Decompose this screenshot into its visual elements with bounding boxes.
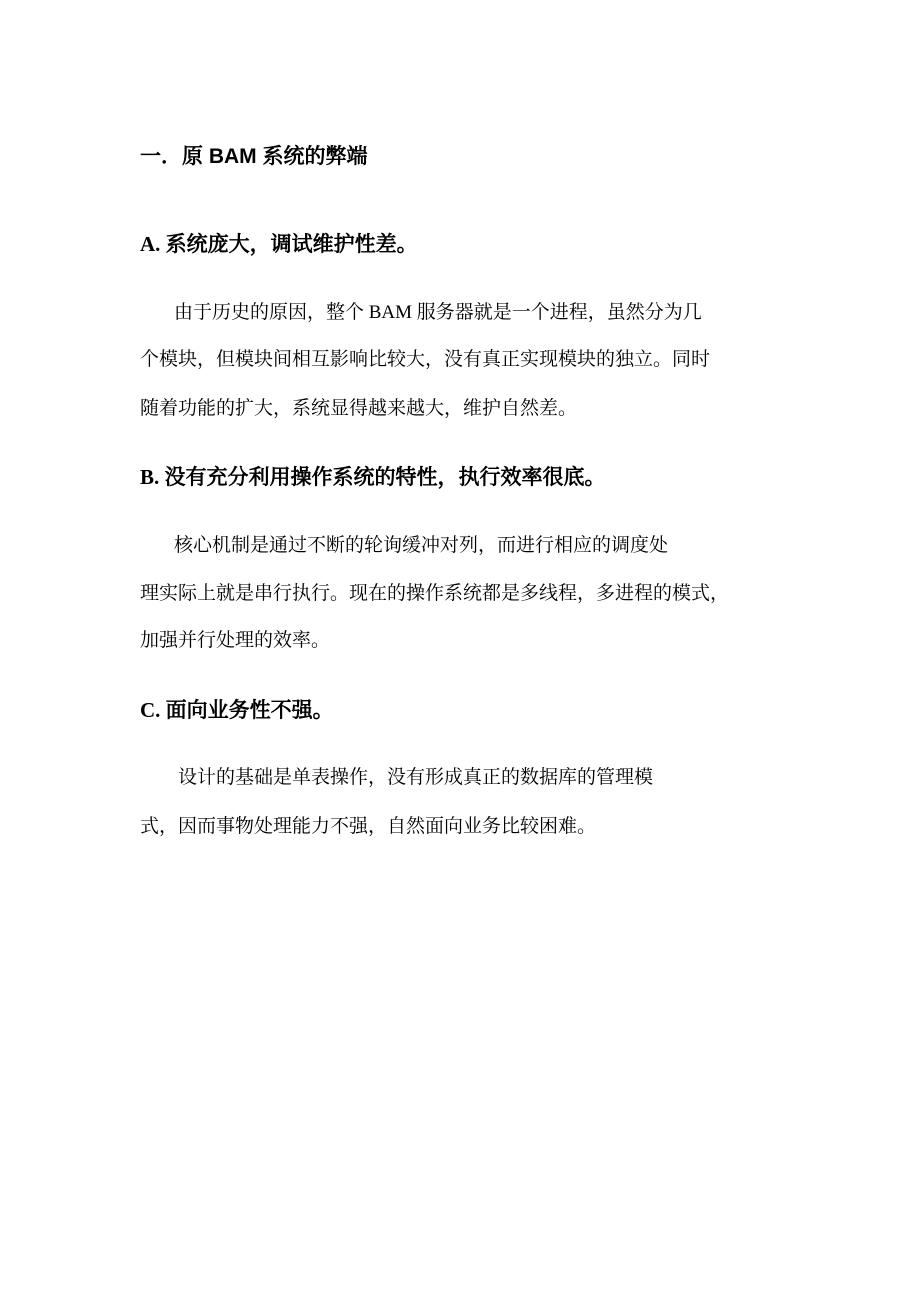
section-b-line-3: 加强并行处理的效率。 — [140, 630, 331, 651]
section-a-line-3: 随着功能的扩大，系统显得越来越大，维护自然差。 — [140, 398, 578, 419]
section-b-line-2: 理实际上就是串行执行。现在的操作系统都是多线程，多进程的模式， — [140, 583, 730, 604]
section-b-heading: B. 没有充分利用操作系统的特性，执行效率很底。 — [140, 465, 606, 489]
main-heading: 一．原 BAM 系统的弊端 — [140, 145, 368, 168]
section-a-line-1: 由于历史的原因，整个 BAM 服务器就是一个进程，虽然分为几 — [174, 302, 702, 323]
section-a-heading: A. 系统庞大，调试维护性差。 — [140, 232, 418, 256]
section-b-line-1: 核心机制是通过不断的轮询缓冲对列，而进行相应的调度处 — [174, 535, 669, 556]
section-c-heading: C. 面向业务性不强。 — [140, 698, 334, 722]
section-c-line-2: 式，因而事物处理能力不强，自然面向业务比较困难。 — [140, 816, 597, 837]
section-c-line-1: 设计的基础是单表操作，没有形成真正的数据库的管理模 — [178, 767, 654, 788]
section-a-line-2: 个模块，但模块间相互影响比较大，没有真正实现模块的独立。同时 — [140, 349, 711, 370]
